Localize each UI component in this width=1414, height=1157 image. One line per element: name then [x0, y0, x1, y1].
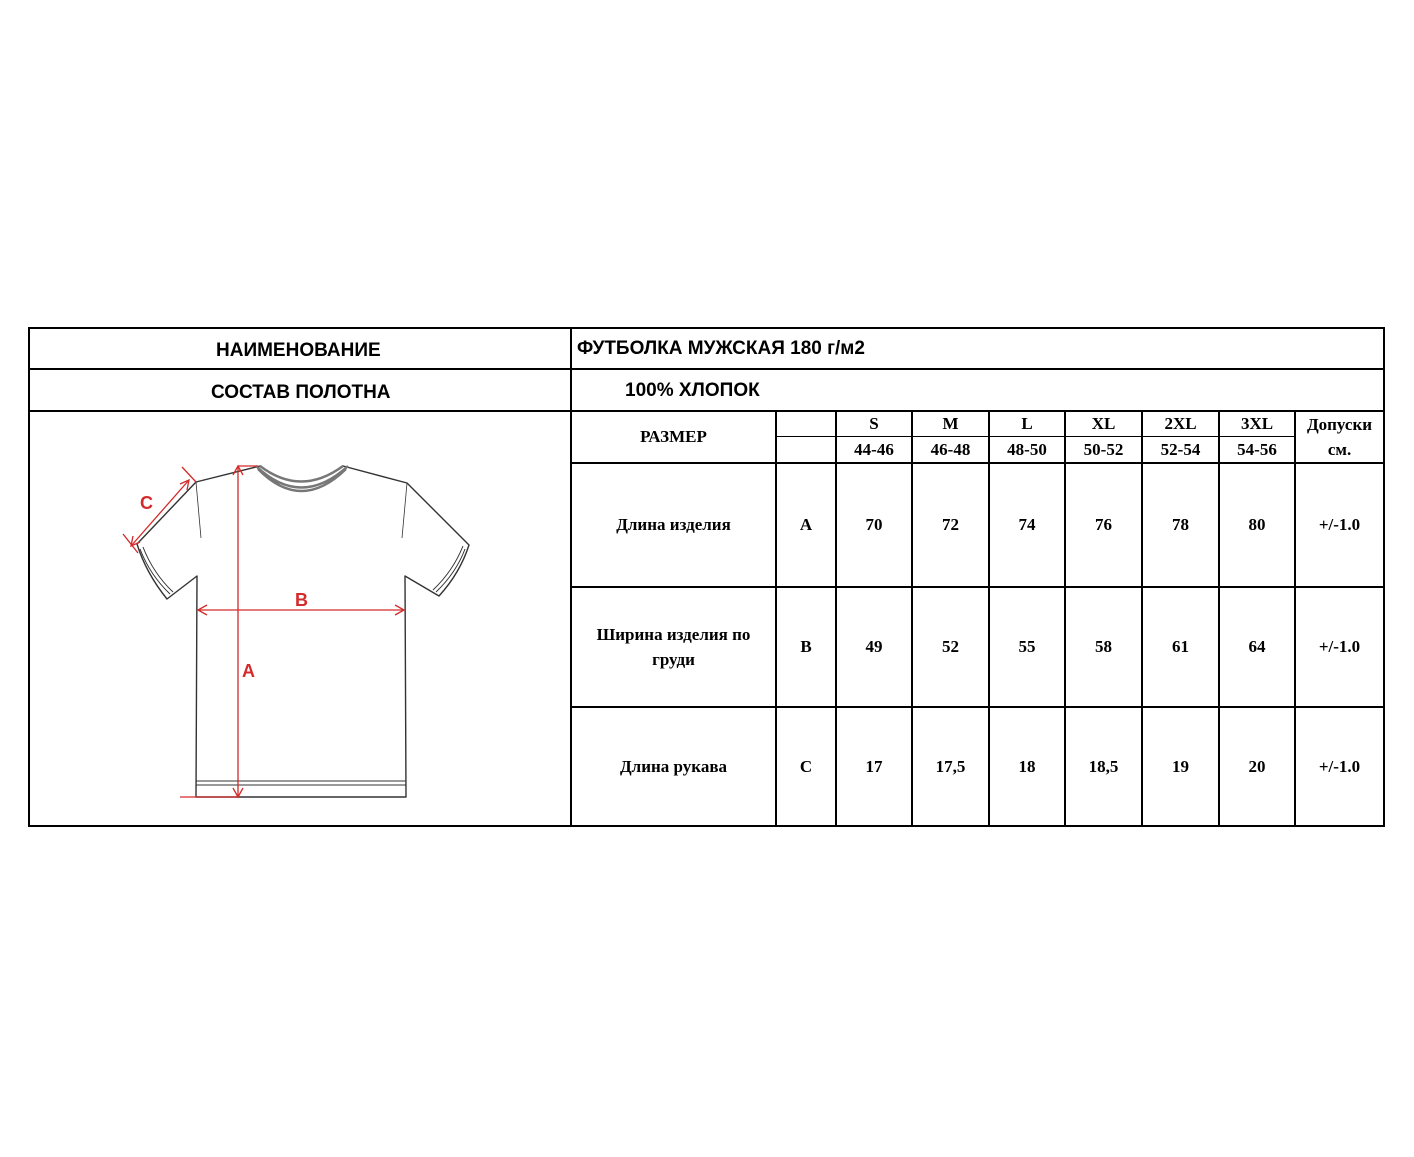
value-cell: 64	[1248, 637, 1266, 657]
value-cell: 52	[942, 637, 959, 657]
value-cell: 58	[1095, 637, 1112, 657]
value-cell: 55	[1018, 637, 1036, 657]
row-code: A	[799, 515, 813, 535]
size-header: РАЗМЕР	[640, 427, 707, 447]
row-name: Длина рукава	[619, 756, 728, 776]
value-cell: 80	[1248, 515, 1266, 535]
measure-c-line	[131, 480, 189, 546]
size-range: 50-52	[1083, 439, 1124, 459]
name-label: НАИМЕНОВАНИЕ	[216, 340, 381, 361]
tshirt-diagram	[32, 413, 568, 823]
value-cell: 72	[942, 515, 959, 535]
size-chart-sheet	[28, 327, 1385, 827]
value-cell: 78	[1172, 515, 1189, 535]
value-cell: 18,5	[1088, 756, 1119, 776]
collar	[256, 466, 348, 491]
size-range: 48-50	[1007, 439, 1047, 459]
sleeve-hem	[140, 546, 465, 594]
tolerance-header-line2: см.	[1327, 440, 1352, 459]
tolerance-cell: +/-1.0	[1318, 756, 1361, 776]
tolerance-header-line1: Допуски	[1306, 415, 1373, 434]
size-label: 2XL	[1164, 414, 1197, 434]
measure-a-guide	[180, 466, 258, 797]
tolerance-cell: +/-1.0	[1318, 637, 1361, 657]
measure-a-label: A	[242, 661, 255, 681]
size-label: S	[869, 414, 879, 434]
fabric-value: 100% ХЛОПОК	[625, 380, 760, 401]
row-name	[572, 588, 775, 706]
size-range: 54-56	[1237, 439, 1277, 459]
size-range: 52-54	[1160, 439, 1201, 459]
measure-c-guide	[123, 467, 196, 553]
size-label: XL	[1091, 414, 1116, 434]
row-code: C	[799, 756, 813, 776]
value-cell: 17,5	[935, 756, 966, 776]
size-label: L	[1021, 414, 1033, 434]
value-cell: 76	[1095, 515, 1112, 535]
value-cell: 74	[1018, 515, 1036, 535]
row-name: Длина изделия	[616, 515, 731, 535]
size-range: 46-48	[930, 439, 971, 459]
name-value: ФУТБОЛКА МУЖСКАЯ 180 г/м2	[577, 338, 865, 359]
value-cell: 17	[865, 756, 883, 776]
value-cell: 70	[865, 515, 883, 535]
size-label: 3XL	[1240, 414, 1274, 434]
tolerance-cell: +/-1.0	[1318, 515, 1361, 535]
value-cell: 49	[865, 637, 883, 657]
bottom-hem	[196, 781, 406, 785]
value-cell: 19	[1172, 756, 1189, 776]
row-name-line2: груди	[652, 650, 695, 669]
tshirt-outline	[137, 466, 469, 797]
value-cell: 18	[1018, 756, 1036, 776]
divider	[30, 368, 1383, 370]
row-code: B	[800, 637, 812, 657]
fabric-label: СОСТАВ ПОЛОТНА	[211, 382, 391, 403]
value-cell: 20	[1248, 756, 1266, 776]
tolerance-header	[1296, 412, 1383, 462]
row-name-line1: Ширина изделия по	[596, 625, 751, 644]
value-cell: 61	[1172, 637, 1189, 657]
size-label: M	[942, 414, 959, 434]
size-range: 44-46	[854, 439, 894, 459]
measure-c-label: C	[140, 493, 153, 513]
measure-b-label: B	[295, 590, 308, 610]
